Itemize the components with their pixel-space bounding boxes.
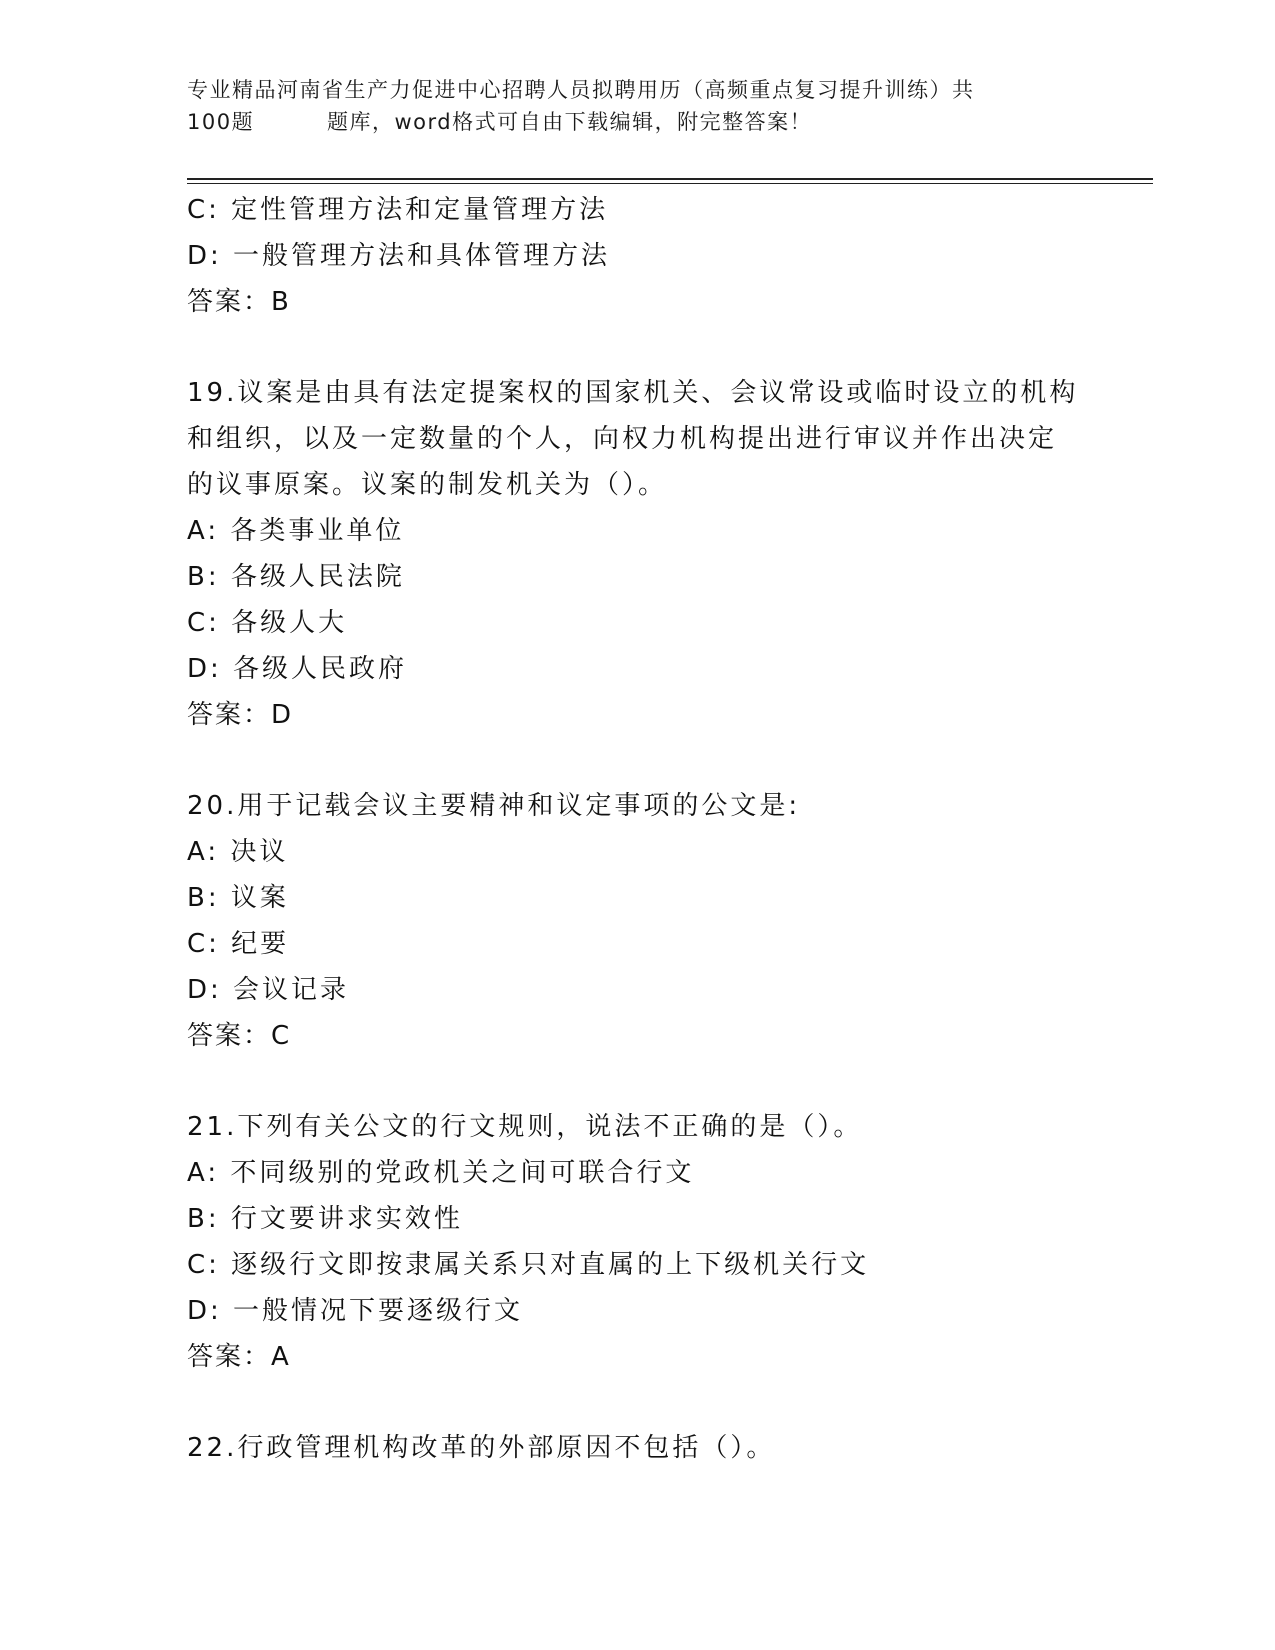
question-stem-line: 19.议案是由具有法定提案权的国家机关、会议常设或临时设立的机构 [187,378,1079,408]
question-block-22 [187,1425,1107,1471]
header-divider-thick [187,178,1153,180]
question-stem-line: 的议事原案。议案的制发机关为（）。 [187,470,668,500]
answer-line: 答案：C [187,1021,292,1051]
question-stem-line: 22.行政管理机构改革的外部原因不包括（）。 [187,1433,776,1463]
document-body [187,187,1107,1471]
option-d: D: 一般管理方法和具体管理方法 [187,241,611,271]
header-title-line: 专业精品河南省生产力促进中心招聘人员拟聘用历（高频重点复习提升训练）共 [187,78,975,102]
option-c: C: 定性管理方法和定量管理方法 [187,195,609,225]
option-d: D: 会议记录 [187,975,350,1005]
option-d: D: 一般情况下要逐级行文 [187,1296,524,1326]
answer-line: 答案：A [187,1342,291,1372]
header-question-count: 100题 [187,110,255,134]
document-header [187,74,1087,138]
header-description: 题库，word格式可自由下载编辑，附完整答案！ [327,110,813,134]
question-block-18 [187,187,1107,325]
option-c: C: 各级人大 [187,608,348,638]
option-b: B: 议案 [187,883,289,913]
option-a: A: 决议 [187,837,289,867]
question-stem-line: 和组织，以及一定数量的个人，向权力机构提出进行审议并作出决定 [187,424,1058,454]
question-stem-line: 20.用于记载会议主要精神和议定事项的公文是: [187,791,801,821]
option-c: C: 逐级行文即按隶属关系只对直属的上下级机关行文 [187,1250,870,1280]
option-c: C: 纪要 [187,929,290,959]
option-a: A: 各类事业单位 [187,516,405,546]
question-stem-line: 21.下列有关公文的行文规则，说法不正确的是（）。 [187,1112,863,1142]
question-block-19 [187,370,1107,738]
question-block-20 [187,783,1107,1059]
answer-line: 答案：B [187,287,291,317]
option-b: B: 各级人民法院 [187,562,405,592]
option-a: A: 不同级别的党政机关之间可联合行文 [187,1158,695,1188]
question-block-21 [187,1104,1107,1380]
header-subtitle-line [187,106,1087,138]
answer-line: 答案：D [187,700,294,730]
option-d: D: 各级人民政府 [187,654,408,684]
option-b: B: 行文要讲求实效性 [187,1204,463,1234]
header-divider-thin [187,183,1153,184]
